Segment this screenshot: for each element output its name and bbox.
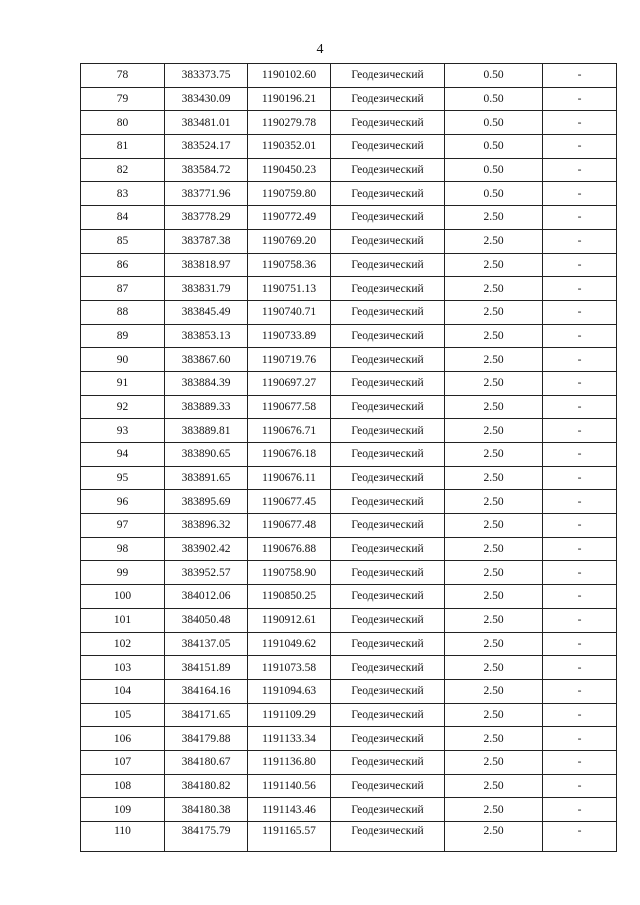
table-row bbox=[81, 537, 617, 561]
accuracy-cell: 2.50 bbox=[445, 537, 543, 561]
accuracy-cell: 2.50 bbox=[445, 277, 543, 301]
y-coordinate-cell: 1190196.21 bbox=[248, 87, 331, 111]
method-cell: Геодезический bbox=[331, 727, 445, 751]
point-number-cell: 102 bbox=[81, 632, 165, 656]
table-row bbox=[81, 822, 617, 852]
accuracy-cell: 2.50 bbox=[445, 395, 543, 419]
description-cell: - bbox=[543, 348, 617, 372]
table-row bbox=[81, 514, 617, 538]
y-coordinate-cell: 1191165.57 bbox=[248, 822, 331, 852]
coordinates-table-body bbox=[81, 64, 617, 852]
method-cell: Геодезический bbox=[331, 514, 445, 538]
method-cell: Геодезический bbox=[331, 158, 445, 182]
x-coordinate-cell: 383902.42 bbox=[165, 537, 248, 561]
description-cell: - bbox=[543, 253, 617, 277]
accuracy-cell: 2.50 bbox=[445, 490, 543, 514]
point-number-cell: 94 bbox=[81, 443, 165, 467]
x-coordinate-cell: 384012.06 bbox=[165, 585, 248, 609]
table-row bbox=[81, 466, 617, 490]
x-coordinate-cell: 384175.79 bbox=[165, 822, 248, 852]
point-number-cell: 83 bbox=[81, 182, 165, 206]
description-cell: - bbox=[543, 135, 617, 159]
table-row bbox=[81, 135, 617, 159]
point-number-cell: 99 bbox=[81, 561, 165, 585]
description-cell: - bbox=[543, 87, 617, 111]
description-cell: - bbox=[543, 443, 617, 467]
description-cell: - bbox=[543, 300, 617, 324]
description-cell: - bbox=[543, 656, 617, 680]
x-coordinate-cell: 383890.65 bbox=[165, 443, 248, 467]
accuracy-cell: 0.50 bbox=[445, 158, 543, 182]
y-coordinate-cell: 1191073.58 bbox=[248, 656, 331, 680]
method-cell: Геодезический bbox=[331, 798, 445, 822]
point-number-cell: 92 bbox=[81, 395, 165, 419]
table-row bbox=[81, 324, 617, 348]
y-coordinate-cell: 1190677.58 bbox=[248, 395, 331, 419]
x-coordinate-cell: 384180.38 bbox=[165, 798, 248, 822]
table-row bbox=[81, 656, 617, 680]
description-cell: - bbox=[543, 64, 617, 88]
x-coordinate-cell: 383853.13 bbox=[165, 324, 248, 348]
y-coordinate-cell: 1190279.78 bbox=[248, 111, 331, 135]
method-cell: Геодезический bbox=[331, 419, 445, 443]
point-number-cell: 85 bbox=[81, 229, 165, 253]
table-row bbox=[81, 798, 617, 822]
point-number-cell: 81 bbox=[81, 135, 165, 159]
point-number-cell: 96 bbox=[81, 490, 165, 514]
x-coordinate-cell: 383952.57 bbox=[165, 561, 248, 585]
accuracy-cell: 2.50 bbox=[445, 324, 543, 348]
y-coordinate-cell: 1190676.11 bbox=[248, 466, 331, 490]
y-coordinate-cell: 1190450.23 bbox=[248, 158, 331, 182]
table-row bbox=[81, 703, 617, 727]
accuracy-cell: 2.50 bbox=[445, 443, 543, 467]
table-row bbox=[81, 300, 617, 324]
table-row bbox=[81, 750, 617, 774]
table-row bbox=[81, 348, 617, 372]
y-coordinate-cell: 1191140.56 bbox=[248, 774, 331, 798]
accuracy-cell: 2.50 bbox=[445, 632, 543, 656]
x-coordinate-cell: 383889.81 bbox=[165, 419, 248, 443]
x-coordinate-cell: 383867.60 bbox=[165, 348, 248, 372]
y-coordinate-cell: 1190719.76 bbox=[248, 348, 331, 372]
accuracy-cell: 2.50 bbox=[445, 206, 543, 230]
method-cell: Геодезический bbox=[331, 466, 445, 490]
point-number-cell: 88 bbox=[81, 300, 165, 324]
x-coordinate-cell: 383524.17 bbox=[165, 135, 248, 159]
x-coordinate-cell: 383845.49 bbox=[165, 300, 248, 324]
y-coordinate-cell: 1190772.49 bbox=[248, 206, 331, 230]
point-number-cell: 84 bbox=[81, 206, 165, 230]
method-cell: Геодезический bbox=[331, 490, 445, 514]
point-number-cell: 106 bbox=[81, 727, 165, 751]
table-row bbox=[81, 561, 617, 585]
point-number-cell: 82 bbox=[81, 158, 165, 182]
description-cell: - bbox=[543, 750, 617, 774]
y-coordinate-cell: 1190352.01 bbox=[248, 135, 331, 159]
y-coordinate-cell: 1190758.36 bbox=[248, 253, 331, 277]
method-cell: Геодезический bbox=[331, 608, 445, 632]
point-number-cell: 97 bbox=[81, 514, 165, 538]
point-number-cell: 93 bbox=[81, 419, 165, 443]
y-coordinate-cell: 1190733.89 bbox=[248, 324, 331, 348]
x-coordinate-cell: 384180.67 bbox=[165, 750, 248, 774]
x-coordinate-cell: 383778.29 bbox=[165, 206, 248, 230]
table-row bbox=[81, 371, 617, 395]
method-cell: Геодезический bbox=[331, 750, 445, 774]
page-number: 4 bbox=[316, 42, 324, 57]
method-cell: Геодезический bbox=[331, 64, 445, 88]
table-row bbox=[81, 277, 617, 301]
point-number-cell: 78 bbox=[81, 64, 165, 88]
method-cell: Геодезический bbox=[331, 87, 445, 111]
point-number-cell: 80 bbox=[81, 111, 165, 135]
point-number-cell: 86 bbox=[81, 253, 165, 277]
accuracy-cell: 2.50 bbox=[445, 300, 543, 324]
y-coordinate-cell: 1190677.48 bbox=[248, 514, 331, 538]
description-cell: - bbox=[543, 537, 617, 561]
method-cell: Геодезический bbox=[331, 111, 445, 135]
table-row bbox=[81, 229, 617, 253]
description-cell: - bbox=[543, 371, 617, 395]
point-number-cell: 91 bbox=[81, 371, 165, 395]
x-coordinate-cell: 383831.79 bbox=[165, 277, 248, 301]
method-cell: Геодезический bbox=[331, 656, 445, 680]
x-coordinate-cell: 383895.69 bbox=[165, 490, 248, 514]
x-coordinate-cell: 383373.75 bbox=[165, 64, 248, 88]
y-coordinate-cell: 1190912.61 bbox=[248, 608, 331, 632]
x-coordinate-cell: 383787.38 bbox=[165, 229, 248, 253]
description-cell: - bbox=[543, 727, 617, 751]
method-cell: Геодезический bbox=[331, 371, 445, 395]
description-cell: - bbox=[543, 395, 617, 419]
description-cell: - bbox=[543, 229, 617, 253]
x-coordinate-cell: 383430.09 bbox=[165, 87, 248, 111]
description-cell: - bbox=[543, 585, 617, 609]
table-row bbox=[81, 111, 617, 135]
description-cell: - bbox=[543, 111, 617, 135]
accuracy-cell: 2.50 bbox=[445, 774, 543, 798]
description-cell: - bbox=[543, 774, 617, 798]
accuracy-cell: 2.50 bbox=[445, 703, 543, 727]
table-row bbox=[81, 182, 617, 206]
y-coordinate-cell: 1190758.90 bbox=[248, 561, 331, 585]
description-cell: - bbox=[543, 206, 617, 230]
y-coordinate-cell: 1191133.34 bbox=[248, 727, 331, 751]
method-cell: Геодезический bbox=[331, 300, 445, 324]
point-number-cell: 108 bbox=[81, 774, 165, 798]
table-row bbox=[81, 490, 617, 514]
method-cell: Геодезический bbox=[331, 703, 445, 727]
y-coordinate-cell: 1190677.45 bbox=[248, 490, 331, 514]
method-cell: Геодезический bbox=[331, 443, 445, 467]
method-cell: Геодезический bbox=[331, 395, 445, 419]
point-number-cell: 109 bbox=[81, 798, 165, 822]
y-coordinate-cell: 1190676.18 bbox=[248, 443, 331, 467]
accuracy-cell: 2.50 bbox=[445, 419, 543, 443]
accuracy-cell: 2.50 bbox=[445, 561, 543, 585]
accuracy-cell: 2.50 bbox=[445, 608, 543, 632]
description-cell: - bbox=[543, 703, 617, 727]
method-cell: Геодезический bbox=[331, 135, 445, 159]
description-cell: - bbox=[543, 277, 617, 301]
y-coordinate-cell: 1191049.62 bbox=[248, 632, 331, 656]
y-coordinate-cell: 1190676.88 bbox=[248, 537, 331, 561]
coordinates-table-container bbox=[80, 63, 610, 852]
accuracy-cell: 2.50 bbox=[445, 585, 543, 609]
method-cell: Геодезический bbox=[331, 253, 445, 277]
x-coordinate-cell: 383884.39 bbox=[165, 371, 248, 395]
point-number-cell: 107 bbox=[81, 750, 165, 774]
y-coordinate-cell: 1191109.29 bbox=[248, 703, 331, 727]
point-number-cell: 90 bbox=[81, 348, 165, 372]
x-coordinate-cell: 384180.82 bbox=[165, 774, 248, 798]
table-row bbox=[81, 679, 617, 703]
table-row bbox=[81, 419, 617, 443]
y-coordinate-cell: 1191094.63 bbox=[248, 679, 331, 703]
accuracy-cell: 2.50 bbox=[445, 822, 543, 852]
method-cell: Геодезический bbox=[331, 229, 445, 253]
table-row bbox=[81, 585, 617, 609]
method-cell: Геодезический bbox=[331, 182, 445, 206]
description-cell: - bbox=[543, 419, 617, 443]
table-row bbox=[81, 608, 617, 632]
accuracy-cell: 0.50 bbox=[445, 135, 543, 159]
description-cell: - bbox=[543, 514, 617, 538]
table-row bbox=[81, 253, 617, 277]
method-cell: Геодезический bbox=[331, 277, 445, 301]
y-coordinate-cell: 1191136.80 bbox=[248, 750, 331, 774]
accuracy-cell: 2.50 bbox=[445, 727, 543, 751]
x-coordinate-cell: 384179.88 bbox=[165, 727, 248, 751]
method-cell: Геодезический bbox=[331, 822, 445, 852]
x-coordinate-cell: 383818.97 bbox=[165, 253, 248, 277]
table-row bbox=[81, 206, 617, 230]
accuracy-cell: 2.50 bbox=[445, 679, 543, 703]
table-row bbox=[81, 158, 617, 182]
point-number-cell: 101 bbox=[81, 608, 165, 632]
accuracy-cell: 2.50 bbox=[445, 750, 543, 774]
point-number-cell: 79 bbox=[81, 87, 165, 111]
x-coordinate-cell: 384171.65 bbox=[165, 703, 248, 727]
description-cell: - bbox=[543, 324, 617, 348]
point-number-cell: 110 bbox=[81, 822, 165, 852]
description-cell: - bbox=[543, 490, 617, 514]
x-coordinate-cell: 384137.05 bbox=[165, 632, 248, 656]
table-row bbox=[81, 64, 617, 88]
accuracy-cell: 0.50 bbox=[445, 64, 543, 88]
point-number-cell: 100 bbox=[81, 585, 165, 609]
y-coordinate-cell: 1190751.13 bbox=[248, 277, 331, 301]
x-coordinate-cell: 384050.48 bbox=[165, 608, 248, 632]
accuracy-cell: 2.50 bbox=[445, 371, 543, 395]
accuracy-cell: 0.50 bbox=[445, 182, 543, 206]
method-cell: Геодезический bbox=[331, 561, 445, 585]
method-cell: Геодезический bbox=[331, 585, 445, 609]
point-number-cell: 105 bbox=[81, 703, 165, 727]
coordinates-table bbox=[80, 63, 617, 852]
method-cell: Геодезический bbox=[331, 206, 445, 230]
x-coordinate-cell: 383481.01 bbox=[165, 111, 248, 135]
table-row bbox=[81, 727, 617, 751]
method-cell: Геодезический bbox=[331, 348, 445, 372]
accuracy-cell: 0.50 bbox=[445, 111, 543, 135]
description-cell: - bbox=[543, 182, 617, 206]
description-cell: - bbox=[543, 798, 617, 822]
accuracy-cell: 2.50 bbox=[445, 253, 543, 277]
description-cell: - bbox=[543, 632, 617, 656]
y-coordinate-cell: 1190676.71 bbox=[248, 419, 331, 443]
point-number-cell: 103 bbox=[81, 656, 165, 680]
x-coordinate-cell: 383889.33 bbox=[165, 395, 248, 419]
method-cell: Геодезический bbox=[331, 679, 445, 703]
x-coordinate-cell: 384151.89 bbox=[165, 656, 248, 680]
description-cell: - bbox=[543, 822, 617, 852]
description-cell: - bbox=[543, 466, 617, 490]
x-coordinate-cell: 384164.16 bbox=[165, 679, 248, 703]
accuracy-cell: 2.50 bbox=[445, 348, 543, 372]
point-number-cell: 104 bbox=[81, 679, 165, 703]
table-row bbox=[81, 443, 617, 467]
y-coordinate-cell: 1190850.25 bbox=[248, 585, 331, 609]
accuracy-cell: 2.50 bbox=[445, 514, 543, 538]
accuracy-cell: 0.50 bbox=[445, 87, 543, 111]
accuracy-cell: 2.50 bbox=[445, 229, 543, 253]
y-coordinate-cell: 1190769.20 bbox=[248, 229, 331, 253]
point-number-cell: 95 bbox=[81, 466, 165, 490]
table-row bbox=[81, 632, 617, 656]
point-number-cell: 89 bbox=[81, 324, 165, 348]
y-coordinate-cell: 1190740.71 bbox=[248, 300, 331, 324]
point-number-cell: 98 bbox=[81, 537, 165, 561]
point-number-cell: 87 bbox=[81, 277, 165, 301]
method-cell: Геодезический bbox=[331, 632, 445, 656]
description-cell: - bbox=[543, 158, 617, 182]
table-row bbox=[81, 774, 617, 798]
table-row bbox=[81, 87, 617, 111]
method-cell: Геодезический bbox=[331, 324, 445, 348]
x-coordinate-cell: 383584.72 bbox=[165, 158, 248, 182]
description-cell: - bbox=[543, 561, 617, 585]
y-coordinate-cell: 1190102.60 bbox=[248, 64, 331, 88]
y-coordinate-cell: 1191143.46 bbox=[248, 798, 331, 822]
x-coordinate-cell: 383771.96 bbox=[165, 182, 248, 206]
table-row bbox=[81, 395, 617, 419]
accuracy-cell: 2.50 bbox=[445, 656, 543, 680]
description-cell: - bbox=[543, 679, 617, 703]
method-cell: Геодезический bbox=[331, 774, 445, 798]
x-coordinate-cell: 383896.32 bbox=[165, 514, 248, 538]
accuracy-cell: 2.50 bbox=[445, 798, 543, 822]
x-coordinate-cell: 383891.65 bbox=[165, 466, 248, 490]
y-coordinate-cell: 1190697.27 bbox=[248, 371, 331, 395]
description-cell: - bbox=[543, 608, 617, 632]
y-coordinate-cell: 1190759.80 bbox=[248, 182, 331, 206]
accuracy-cell: 2.50 bbox=[445, 466, 543, 490]
method-cell: Геодезический bbox=[331, 537, 445, 561]
